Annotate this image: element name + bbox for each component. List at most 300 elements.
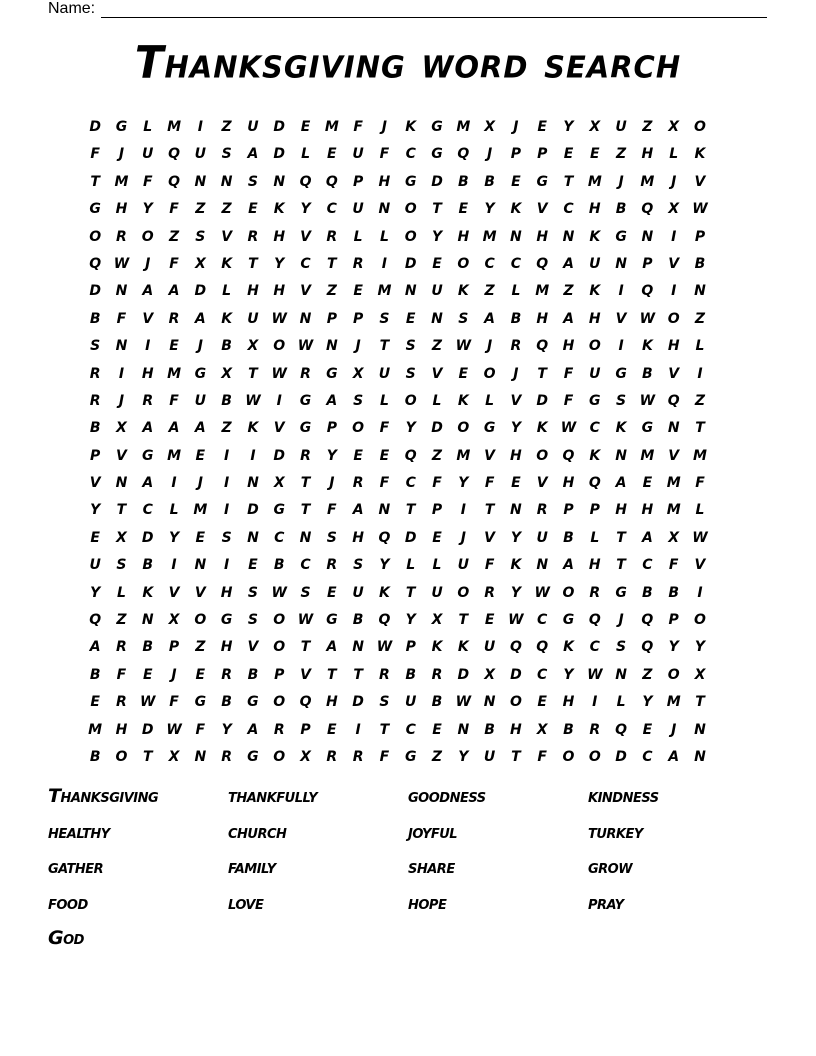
- grid-cell: G: [615, 365, 627, 382]
- grid-cell: M: [167, 119, 181, 135]
- grid-cell: Z: [694, 310, 706, 327]
- grid-cell: W: [692, 529, 708, 546]
- grid-cell: T: [327, 255, 337, 272]
- grid-cell: H: [325, 694, 338, 711]
- grid-cell: E: [563, 146, 574, 163]
- grid-cell: X: [168, 748, 180, 765]
- grid-cell: D: [431, 420, 443, 437]
- grid-cell: R: [510, 338, 522, 355]
- grid-cell: O: [457, 420, 470, 437]
- grid-cell: B: [89, 666, 101, 683]
- grid-cell: E: [169, 338, 179, 355]
- grid-cell: I: [697, 584, 703, 601]
- grid-cell: L: [116, 584, 126, 601]
- grid-cell: I: [118, 365, 125, 382]
- grid-cell: T: [300, 502, 311, 519]
- grid-cell: U: [194, 392, 207, 409]
- grid-cell: N: [299, 310, 312, 327]
- grid-cell: E: [642, 721, 653, 738]
- grid-cell: S: [300, 584, 311, 601]
- grid-cell: V: [221, 228, 233, 245]
- grid-cell: J: [618, 173, 624, 190]
- word-list-item: healthy: [48, 820, 110, 843]
- grid-cell: R: [484, 584, 495, 601]
- grid-cell: D: [273, 447, 286, 464]
- grid-cell: S: [379, 310, 390, 327]
- grid-cell: X: [668, 529, 680, 546]
- name-label: Name:: [48, 0, 96, 17]
- grid-cell: F: [563, 365, 574, 382]
- grid-cell: S: [326, 529, 337, 546]
- grid-cell: F: [379, 146, 390, 163]
- grid-cell: I: [460, 502, 466, 519]
- grid-cell: V: [615, 310, 627, 327]
- grid-cell: W: [534, 584, 550, 601]
- grid-cell: I: [224, 447, 230, 464]
- grid-cell: O: [115, 748, 128, 765]
- grid-cell: I: [355, 721, 361, 738]
- grid-cell: Y: [458, 748, 469, 765]
- grid-cell: Q: [325, 173, 338, 190]
- grid-cell: S: [405, 365, 416, 382]
- grid-cell: G: [141, 447, 154, 464]
- grid-cell: T: [695, 694, 705, 711]
- grid-cell: N: [141, 612, 154, 629]
- grid-cell: E: [195, 447, 206, 464]
- grid-cell: C: [142, 502, 153, 519]
- grid-cell: F: [142, 173, 153, 190]
- grid-cell: I: [592, 694, 598, 711]
- grid-cell: B: [484, 173, 495, 190]
- grid-cell: E: [327, 584, 337, 601]
- grid-cell: Z: [431, 748, 443, 765]
- grid-cell: Z: [642, 119, 653, 135]
- grid-cell: F: [195, 721, 206, 738]
- grid-cell: B: [89, 748, 101, 765]
- grid-cell: Y: [510, 529, 521, 546]
- grid-cell: V: [536, 475, 548, 492]
- grid-cell: G: [194, 365, 207, 382]
- grid-cell: C: [642, 557, 653, 574]
- grid-cell: X: [194, 255, 206, 272]
- grid-cell: I: [276, 392, 282, 409]
- grid-cell: T: [248, 365, 258, 382]
- grid-cell: B: [668, 584, 680, 601]
- grid-cell: N: [115, 283, 128, 300]
- grid-cell: E: [511, 173, 521, 190]
- grid-cell: Y: [694, 639, 706, 656]
- grid-cell: A: [247, 721, 259, 738]
- grid-cell: I: [250, 447, 256, 464]
- grid-cell: M: [666, 694, 681, 711]
- grid-cell: L: [379, 392, 389, 409]
- grid-cell: N: [273, 173, 286, 190]
- grid-cell: N: [115, 475, 128, 492]
- grid-cell: B: [273, 557, 285, 574]
- grid-cell: C: [405, 475, 416, 492]
- grid-cell: Q: [588, 612, 601, 629]
- grid-cell: R: [221, 666, 233, 683]
- grid-cell: N: [404, 283, 417, 300]
- grid-cell: X: [536, 721, 548, 738]
- grid-cell: W: [297, 338, 314, 355]
- grid-cell: J: [381, 119, 388, 135]
- word-list-item: pray: [588, 891, 624, 914]
- grid-cell: R: [273, 721, 285, 738]
- grid-cell: X: [116, 529, 127, 546]
- grid-cell: N: [431, 310, 443, 327]
- grid-cell: L: [432, 392, 442, 409]
- grid-cell: D: [615, 748, 627, 765]
- grid-cell: S: [221, 529, 232, 546]
- grid-cell: O: [457, 584, 470, 601]
- grid-cell: H: [457, 228, 470, 245]
- grid-cell: Q: [562, 447, 575, 464]
- grid-cell: B: [221, 694, 232, 711]
- grid-cell: G: [326, 365, 338, 382]
- name-blank-line: [101, 2, 767, 18]
- grid-cell: C: [484, 255, 495, 272]
- grid-cell: U: [431, 584, 443, 601]
- grid-cell: U: [378, 365, 391, 382]
- grid-cell: Q: [641, 612, 654, 629]
- grid-cell: X: [694, 666, 706, 683]
- grid-cell: B: [694, 255, 706, 272]
- grid-cell: H: [510, 721, 522, 738]
- grid-cell: Y: [458, 475, 469, 492]
- grid-cell: W: [587, 666, 603, 683]
- grid-cell: X: [300, 748, 311, 765]
- grid-cell: R: [142, 392, 154, 409]
- grid-cell: N: [694, 748, 706, 765]
- grid-cell: Z: [326, 283, 337, 300]
- grid-cell: G: [589, 392, 601, 409]
- grid-cell: V: [300, 228, 311, 245]
- grid-cell: Y: [510, 420, 521, 437]
- grid-cell: M: [666, 502, 681, 519]
- grid-cell: U: [457, 557, 469, 574]
- grid-cell: E: [642, 475, 653, 492]
- grid-cell: V: [668, 447, 680, 464]
- grid-cell: N: [220, 173, 233, 190]
- grid-cell: N: [457, 721, 470, 738]
- grid-cell: W: [639, 310, 656, 327]
- grid-cell: N: [325, 338, 338, 355]
- grid-cell: O: [273, 338, 286, 355]
- grid-cell: W: [271, 584, 287, 601]
- grid-cell: A: [326, 392, 338, 409]
- grid-cell: H: [352, 529, 364, 546]
- grid-cell: S: [616, 392, 627, 409]
- grid-cell: S: [116, 557, 127, 574]
- grid-cell: N: [247, 475, 259, 492]
- grid-cell: Y: [563, 666, 574, 683]
- grid-cell: E: [353, 283, 363, 300]
- grid-cell: L: [511, 283, 521, 300]
- grid-cell: R: [300, 447, 311, 464]
- word-list-item: God: [48, 927, 84, 949]
- grid-cell: V: [300, 666, 311, 683]
- grid-cell: T: [142, 748, 153, 765]
- grid-cell: K: [142, 584, 154, 601]
- grid-cell: F: [169, 255, 179, 272]
- grid-cell: Q: [641, 639, 654, 656]
- word-list-item: joyful: [408, 820, 458, 843]
- grid-cell: D: [404, 529, 417, 546]
- grid-cell: O: [273, 748, 286, 765]
- grid-cell: M: [456, 447, 471, 464]
- grid-cell: O: [141, 228, 154, 245]
- grid-cell: Y: [274, 255, 285, 272]
- grid-cell: M: [324, 119, 339, 135]
- grid-cell: E: [432, 529, 442, 546]
- grid-cell: R: [116, 639, 127, 656]
- grid-cell: W: [271, 310, 287, 327]
- grid-cell: S: [221, 146, 232, 163]
- grid-cell: L: [695, 502, 705, 519]
- grid-cell: T: [616, 557, 626, 574]
- grid-cell: Z: [484, 283, 495, 300]
- grid-cell: H: [641, 502, 654, 519]
- grid-cell: A: [142, 475, 154, 492]
- grid-cell: V: [89, 475, 101, 492]
- grid-cell: K: [273, 201, 285, 218]
- grid-cell: E: [353, 447, 363, 464]
- grid-cell: T: [695, 420, 705, 437]
- grid-cell: U: [352, 201, 364, 218]
- grid-cell: L: [616, 694, 626, 711]
- grid-cell: O: [89, 228, 102, 245]
- grid-cell: E: [327, 146, 337, 163]
- grid-cell: A: [326, 639, 338, 656]
- grid-cell: L: [301, 146, 310, 163]
- grid-cell: Q: [667, 392, 680, 409]
- grid-cell: K: [221, 310, 233, 327]
- grid-cell: H: [273, 283, 286, 300]
- page-title: Thanksgiving word search: [134, 36, 682, 89]
- grid-cell: N: [615, 255, 627, 272]
- grid-cell: O: [194, 612, 207, 629]
- grid-cell: G: [431, 119, 443, 135]
- grid-cell: S: [247, 173, 258, 190]
- grid-cell: W: [376, 639, 393, 656]
- grid-cell: L: [222, 283, 232, 300]
- grid-cell: M: [88, 721, 103, 738]
- grid-cell: N: [194, 748, 207, 765]
- grid-cell: K: [457, 639, 469, 656]
- grid-cell: U: [352, 584, 364, 601]
- grid-cell: E: [458, 365, 469, 382]
- grid-cell: C: [274, 529, 285, 546]
- grid-cell: J: [171, 666, 177, 683]
- grid-cell: P: [642, 255, 653, 272]
- grid-cell: Y: [484, 201, 495, 218]
- grid-cell: K: [457, 283, 469, 300]
- grid-cell: E: [248, 557, 258, 574]
- grid-cell: T: [300, 475, 311, 492]
- grid-cell: A: [563, 557, 574, 574]
- grid-cell: P: [90, 447, 101, 464]
- grid-cell: H: [220, 639, 233, 656]
- grid-cell: F: [695, 475, 705, 492]
- grid-cell: C: [589, 420, 600, 437]
- grid-cell: V: [536, 201, 548, 218]
- grid-cell: Z: [116, 612, 127, 629]
- grid-cell: O: [457, 255, 470, 272]
- grid-cell: L: [695, 338, 705, 355]
- grid-cell: H: [510, 447, 522, 464]
- letter-grid: [82, 114, 713, 771]
- grid-cell: K: [615, 420, 627, 437]
- grid-cell: Q: [168, 146, 180, 163]
- grid-cell: J: [355, 338, 361, 355]
- word-list-item: family: [228, 856, 276, 878]
- grid-cell: C: [642, 748, 653, 765]
- grid-cell: B: [142, 639, 154, 656]
- grid-cell: R: [352, 255, 364, 272]
- grid-cell: Z: [563, 283, 574, 300]
- grid-cell: G: [615, 228, 627, 245]
- grid-cell: O: [667, 310, 680, 327]
- grid-cell: Y: [90, 502, 101, 519]
- grid-cell: B: [89, 420, 101, 437]
- grid-cell: P: [537, 146, 548, 163]
- grid-cell: A: [563, 255, 574, 272]
- grid-cell: C: [537, 612, 548, 629]
- grid-cell: A: [168, 283, 180, 300]
- grid-cell: E: [432, 721, 442, 738]
- grid-cell: B: [642, 584, 653, 601]
- grid-cell: W: [140, 694, 156, 711]
- grid-cell: D: [194, 283, 207, 300]
- grid-cell: F: [90, 146, 100, 163]
- grid-cell: V: [431, 365, 443, 382]
- grid-cell: A: [142, 420, 154, 437]
- grid-cell: A: [615, 475, 627, 492]
- grid-cell: G: [299, 392, 312, 409]
- name-field: [48, 0, 767, 18]
- grid-cell: J: [118, 392, 125, 409]
- grid-cell: M: [193, 502, 208, 519]
- grid-cell: D: [510, 666, 522, 683]
- grid-cell: Z: [431, 338, 443, 355]
- grid-cell: S: [405, 338, 416, 355]
- grid-cell: M: [482, 228, 497, 245]
- grid-cell: M: [167, 365, 181, 382]
- grid-cell: N: [641, 228, 654, 245]
- grid-cell: O: [694, 119, 706, 135]
- grid-cell: Y: [142, 201, 153, 218]
- grid-cell: B: [221, 392, 232, 409]
- grid-cell: N: [510, 502, 522, 519]
- grid-cell: O: [273, 694, 286, 711]
- grid-cell: Y: [668, 639, 679, 656]
- grid-cell: E: [90, 694, 100, 711]
- grid-cell: P: [326, 420, 337, 437]
- grid-cell: B: [89, 310, 101, 327]
- grid-cell: E: [405, 310, 416, 327]
- grid-cell: N: [510, 228, 522, 245]
- grid-cell: A: [168, 420, 180, 437]
- grid-cell: F: [668, 557, 679, 574]
- grid-cell: I: [671, 283, 677, 300]
- grid-cell: V: [694, 557, 706, 574]
- grid-cell: Y: [510, 584, 521, 601]
- grid-cell: Y: [326, 447, 337, 464]
- grid-cell: O: [536, 447, 549, 464]
- grid-cell: R: [221, 748, 233, 765]
- grid-cell: E: [458, 201, 469, 218]
- grid-cell: U: [352, 146, 364, 163]
- grid-cell: I: [224, 475, 230, 492]
- grid-cell: Z: [431, 447, 443, 464]
- grid-cell: D: [431, 173, 443, 190]
- grid-cell: Q: [378, 529, 391, 546]
- grid-cell: S: [458, 310, 469, 327]
- grid-cell: R: [89, 392, 101, 409]
- grid-cell: Z: [616, 146, 627, 163]
- grid-cell: C: [405, 721, 416, 738]
- grid-cell: W: [166, 721, 182, 738]
- grid-cell: L: [406, 557, 416, 574]
- grid-cell: H: [588, 310, 601, 327]
- grid-cell: G: [404, 173, 417, 190]
- grid-cell: U: [589, 365, 601, 382]
- grid-cell: I: [171, 557, 177, 574]
- grid-cell: J: [671, 721, 677, 738]
- grid-cell: J: [145, 255, 151, 272]
- grid-cell: O: [273, 612, 286, 629]
- grid-cell: X: [668, 201, 680, 218]
- grid-cell: N: [378, 201, 391, 218]
- grid-cell: Q: [536, 255, 549, 272]
- grid-cell: D: [141, 721, 154, 738]
- grid-cell: J: [618, 612, 624, 629]
- grid-cell: I: [171, 475, 177, 492]
- word-list-item: grow: [588, 856, 633, 878]
- grid-cell: U: [483, 748, 496, 765]
- grid-cell: U: [89, 557, 101, 574]
- grid-cell: N: [667, 420, 680, 437]
- grid-cell: H: [615, 502, 627, 519]
- grid-cell: E: [432, 255, 442, 272]
- grid-cell: F: [116, 310, 127, 327]
- grid-cell: I: [618, 338, 624, 355]
- word-list-item: gather: [48, 856, 104, 878]
- grid-cell: K: [641, 338, 653, 355]
- grid-cell: Q: [404, 447, 417, 464]
- grid-cell: N: [615, 447, 627, 464]
- grid-cell: O: [404, 201, 417, 218]
- grid-cell: P: [510, 146, 522, 163]
- grid-cell: F: [116, 666, 127, 683]
- grid-cell: G: [404, 748, 417, 765]
- grid-cell: Z: [221, 420, 232, 437]
- grid-cell: K: [589, 283, 601, 300]
- grid-cell: P: [352, 310, 364, 327]
- grid-cell: H: [220, 584, 233, 601]
- grid-cell: N: [615, 666, 627, 683]
- grid-cell: J: [460, 529, 466, 546]
- grid-cell: H: [378, 173, 391, 190]
- grid-cell: R: [300, 365, 311, 382]
- grid-cell: H: [536, 310, 549, 327]
- grid-cell: Y: [221, 721, 232, 738]
- grid-cell: P: [589, 502, 600, 519]
- grid-cell: P: [168, 639, 180, 656]
- grid-cell: B: [247, 666, 259, 683]
- grid-cell: W: [560, 420, 577, 437]
